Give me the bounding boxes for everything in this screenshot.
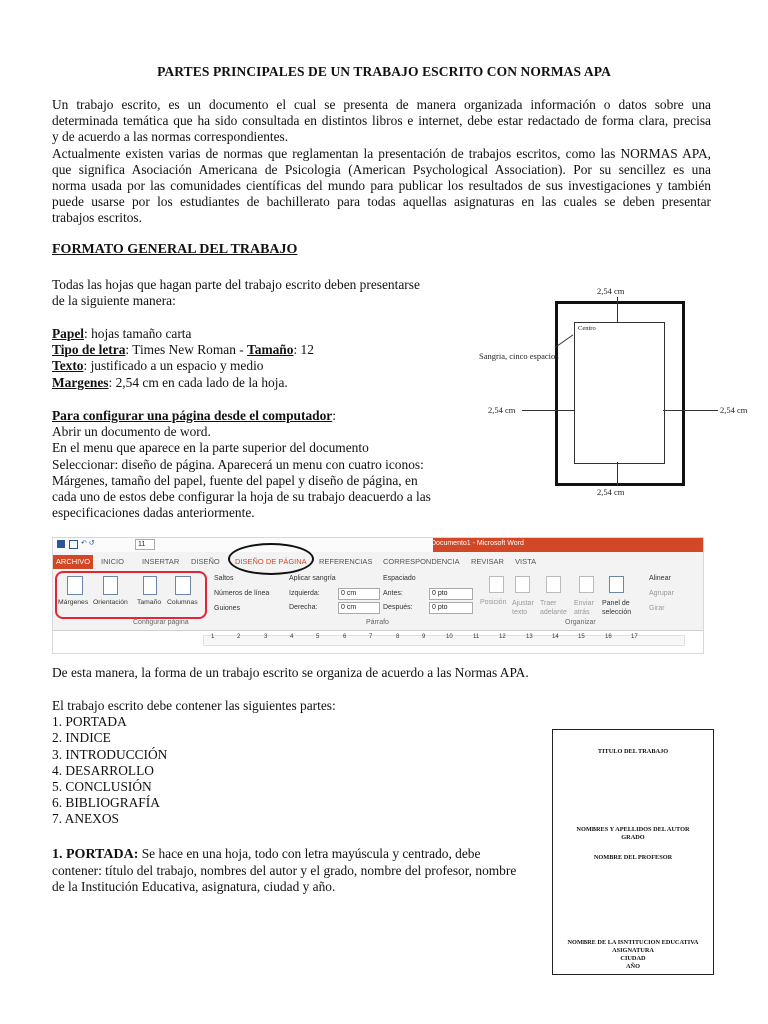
spec-paper [52,326,314,342]
spacing-after-input[interactable]: 0 pto [429,602,473,614]
spec-label: Papel [52,326,84,341]
intro-line: determinada temática que ha sido consultada en distintos libros e internet, debe estar redactado de forma clara, precisa [52,113,711,129]
cover-author: NOMBRES Y APELLIDOS DEL AUTOR [576,826,690,833]
ruler-track [203,635,685,646]
spec-text: : 2,54 cm en cada lado de la hoja. [108,374,288,390]
tab-highlight-ellipse [228,543,314,575]
arrange-group-label: Organizar [565,619,596,626]
portada-line: de la Institución Educativa, asignatura, ciudad y año. [52,879,336,895]
ruler-tick: 6 [343,634,347,640]
ruler-tick: 7 [369,634,373,640]
diagram-indent-label: Sangria, cinco espacios [479,351,559,361]
intro-line: que significa Asociación Americana de Psicologia (American Psychological Association). Por su sencillez es una [52,161,711,177]
spacing-before-input[interactable]: 0 pto [429,588,473,600]
tab-vista[interactable]: VISTA [515,557,537,566]
line-numbers-button[interactable]: Números de línea [214,590,270,597]
config-line: Seleccionar: diseño de página. Aparecerá un menu con cuatro iconos: [52,456,424,472]
cover-title: TITULO DEL TRABAJO [597,748,669,755]
ruler-tick: 12 [499,634,506,640]
spec-label: Tamaño [247,342,294,358]
page-setup-group-label: Configurar página [133,619,189,626]
part-item: 2. INDICE [52,730,111,746]
indent-right-label: Derecha: [289,604,318,611]
parts-intro: El trabajo escrito debe contener las siguientes partes: [52,698,336,713]
tab-archivo[interactable]: ARCHIVO [53,555,93,569]
part-item: 5. CONCLUSIÓN [52,779,152,795]
diagram-right-arrow [663,410,718,411]
ruler-tick: 8 [396,634,400,640]
columns-icon[interactable] [175,576,191,595]
cover-city: CIUDAD [620,955,646,962]
intro-line: trabajos escritos. [52,210,142,226]
spacing-label: Espaciado [383,575,416,582]
size-icon[interactable] [143,576,157,595]
spec-text: : Times New Roman - [125,342,248,358]
format-intro-line: de la siguiente manera: [52,293,176,309]
indent-right-input[interactable]: 0 cm [338,602,380,614]
part-item: 7. ANEXOS [52,811,119,827]
size-button[interactable]: Tamaño [137,599,162,606]
orientation-button[interactable]: Orientación [93,599,128,606]
portada-section [52,846,516,896]
margins-icon[interactable] [67,576,83,595]
breaks-button[interactable]: Saltos [214,575,234,582]
window-title: Documento1 - Microsoft Word [431,540,524,547]
part-item: 4. DESARROLLO [52,762,154,778]
config-heading-tail: : [332,408,336,423]
indent-label: Aplicar sangría [289,575,336,582]
spec-font [52,342,314,358]
tab-revisar[interactable]: REVISAR [471,557,504,566]
portada-line [52,846,516,863]
specs-list [52,326,314,391]
align-button[interactable]: Alinear [649,575,671,582]
intro-paragraph [52,97,711,227]
ruler-tick: 4 [290,634,294,640]
cover-teacher: NOMBRE DEL PROFESOR [593,854,673,861]
format-intro-line: Todas las hojas que hagan parte del trabajo escrito deben presentarse [52,277,420,292]
config-line: Márgenes, tamaño del papel, fuente del papel y diseño de página, en [52,472,418,488]
config-section [52,408,431,521]
word-icon [57,540,65,548]
group-button[interactable]: Agrupar [649,590,674,597]
page-title: PARTES PRINCIPALES DE UN TRABAJO ESCRITO CON NORMAS APA [157,64,611,79]
part-item: 3. INTRODUCCIÓN [52,746,168,762]
config-line: cada uno de estos debe configurar la hoja de su trabajo deacuerdo a las [52,489,431,505]
ruler-tick: 11 [473,634,480,640]
spacing-before-label: Antes: [383,590,403,597]
tab-insertar[interactable]: INSERTAR [142,557,180,566]
part-item: 6. BIBLIOGRAFÍA [52,795,160,811]
format-intro [52,277,420,309]
cover-grade: GRADO [621,834,645,841]
diagram-top-label: 2,54 cm [597,286,625,296]
tab-referencias[interactable]: REFERENCIAS [319,557,373,566]
paragraph-group-label: Párrafo [366,619,389,626]
hyphenation-button[interactable]: Guiones [214,605,241,612]
position-button[interactable]: Posición [480,599,507,606]
ruler-tick: 16 [605,634,612,640]
send-backward-icon[interactable] [579,576,594,593]
ruler-tick: 14 [552,634,559,640]
portada-heading: 1. PORTADA: [52,847,139,862]
cover-institution: NOMBRE DE LA ISNTITUCION EDUCATIVA [567,939,699,946]
ruler-tick: 2 [237,634,241,640]
intro-line: puede usarse por los estudiantes de bachillerato para todas aquellas asignaturas en las cuales se deben presentar [52,194,711,210]
portada-line: contener: título del trabajo, nombres del autor y el grado, nombre del profesor, nombre [52,863,517,879]
spec-label: Texto [52,358,84,374]
spec-text: : justificado a un espacio y medio [83,358,264,374]
config-line: Abrir un documento de word. [52,424,211,440]
after-ribbon-text: De esta manera, la forma de un trabajo escrito se organiza de acuerdo a las Normas APA. [52,665,529,680]
ruler-tick: 17 [631,634,638,640]
rotate-button[interactable]: Girar [649,605,665,612]
diagram-left-arrow [522,410,574,411]
margins-button[interactable]: Márgenes [58,599,89,606]
spec-text: : 12 [293,342,314,358]
config-heading [52,408,431,424]
tab-correspondencia[interactable]: CORRESPONDENCIA [383,557,460,566]
diagram-top-arrow [617,297,618,322]
intro-line: Actualmente existen varias de normas que reglamentan la presentación de trabajos escritos, como las NORMAS APA, [52,145,711,161]
word-ribbon-screenshot [52,537,704,654]
spacing-after-label: Después: [383,604,413,611]
spec-text-format [52,358,314,374]
ribbon-title-bar [53,538,703,552]
ruler[interactable] [53,630,703,653]
cover-year: AÑO [626,963,640,970]
intro-line: y de acuerdo a las normas correspondientes. [52,129,289,145]
orientation-icon[interactable] [103,576,118,595]
diagram-center-label: Centro [578,325,596,332]
ruler-tick: 3 [264,634,268,640]
ruler-tick: 9 [422,634,426,640]
config-line: especificaciones dadas anteriormente. [52,505,255,521]
diagram-left-label: 2,54 cm [488,405,516,415]
part-item: 1. PORTADA [52,714,127,730]
position-icon[interactable] [489,576,504,593]
save-icon[interactable] [69,540,78,549]
ruler-tick: 15 [578,634,585,640]
intro-line: norma usada por las comunidades científicas del mundo para publicar los resultados de sus investigaciones y también [52,178,711,194]
indent-left-input[interactable]: 0 cm [338,588,380,600]
diagram-bottom-label: 2,54 cm [597,487,625,497]
ruler-tick: 10 [446,634,453,640]
indent-left-label: Izquierda: [289,590,320,597]
wrap-text-icon[interactable] [515,576,530,593]
ruler-tick: 5 [316,634,320,640]
spec-margins [52,375,314,391]
font-size-box[interactable]: 11 [135,539,155,550]
portada-text: Se hace en una hoja, todo con letra mayúscula y centrado, debe [138,846,481,861]
diagram-right-label: 2,54 cm [720,405,748,415]
wrap-text-button[interactable]: Ajustar texto [512,600,534,616]
format-heading: FORMATO GENERAL DEL TRABAJO [52,242,298,257]
config-line: En el menu que aparece en la parte superior del documento [52,440,369,456]
tab-diseno-pagina[interactable]: DISEÑO DE PÁGINA [235,557,307,566]
spec-label: Tipo de letra [52,342,126,358]
undo-icon[interactable]: ↶ ↺ [81,540,95,547]
selection-pane-button[interactable]: Panel de selección [602,600,632,616]
selection-pane-icon[interactable] [609,576,624,593]
ruler-tick: 13 [526,634,533,640]
cover-sample [552,729,714,975]
bring-forward-button[interactable]: Traer adelante [540,600,567,616]
columns-button[interactable]: Columnas [167,599,198,606]
ruler-tick: 1 [211,634,215,640]
diagram-text-area [574,322,665,464]
config-heading-text: Para configurar una página desde el computador [52,408,333,423]
bring-forward-icon[interactable] [546,576,561,593]
parts-section [52,698,336,828]
diagram-bottom-arrow [617,462,618,486]
cover-subject: ASIGNATURA [612,947,654,954]
send-backward-button[interactable]: Enviar atrás [574,600,594,616]
tab-diseno[interactable]: DISEÑO [191,557,220,566]
tab-inicio[interactable]: INICIO [101,557,124,566]
spec-text: : hojas tamaño carta [84,326,192,341]
intro-line: Un trabajo escrito, es un documento el cual se presenta de manera organizada información o datos sobre una [52,97,711,112]
spec-label: Margenes [52,374,109,390]
